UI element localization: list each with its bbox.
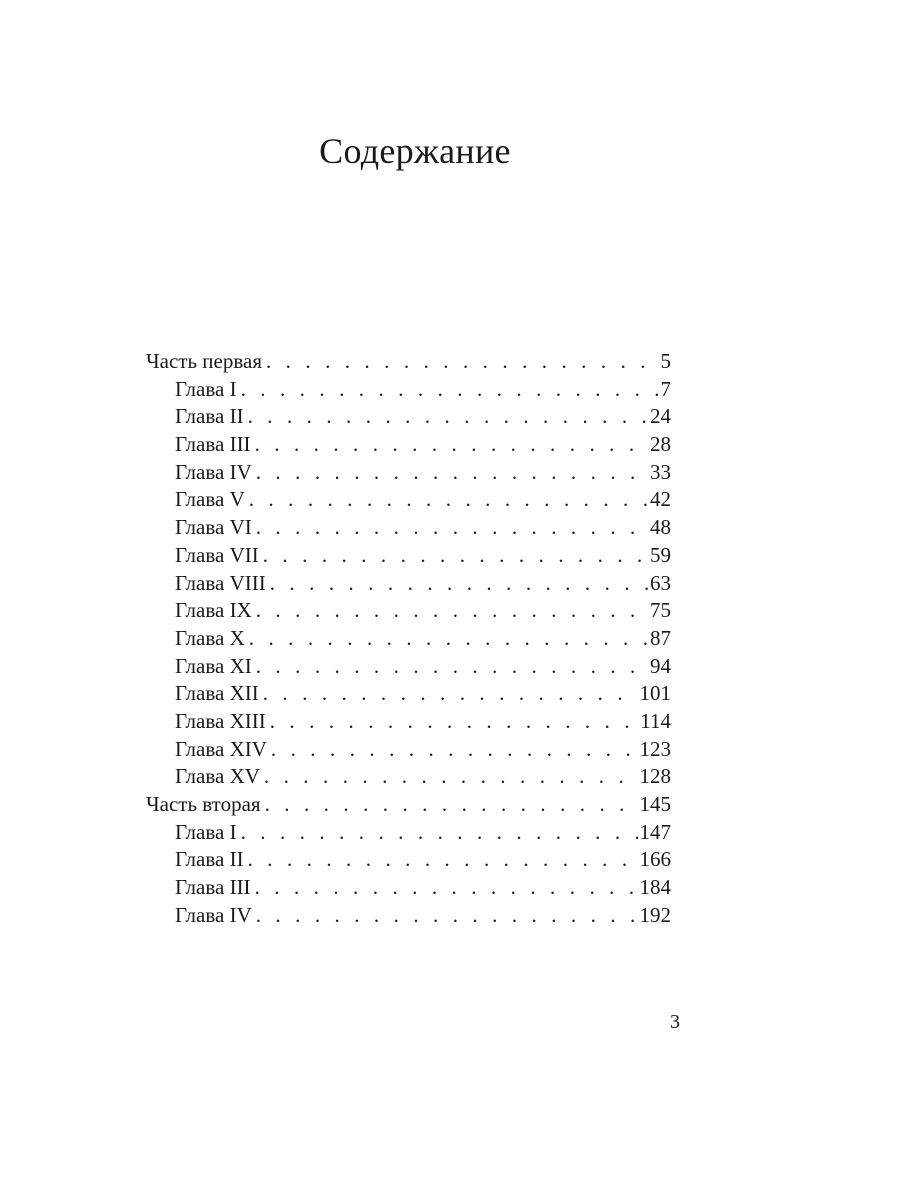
dot-leader (256, 653, 648, 681)
toc-entry-label: Глава IV (175, 902, 252, 927)
toc-entry-label: Глава IV (175, 459, 252, 484)
toc-part-entry (146, 348, 671, 376)
page-title: Содержание (319, 131, 511, 171)
toc-chapter-entry (146, 708, 671, 736)
dot-leader (255, 874, 638, 902)
toc-chapter-entry (146, 680, 671, 708)
toc-chapter-entry (146, 431, 671, 459)
toc-entry-page: 166 (639, 847, 671, 872)
toc-entry-page: 101 (639, 681, 671, 706)
toc-chapter-entry (146, 459, 671, 487)
dot-leader (263, 542, 648, 570)
toc-entry-label: Глава I (175, 376, 237, 401)
toc-entry-label: Глава II (175, 404, 244, 429)
toc-entry-page: 48 (650, 515, 671, 540)
toc-entry-label: Глава VI (175, 515, 252, 540)
toc-chapter-entry (146, 570, 671, 598)
toc-entry-label: Глава III (175, 875, 251, 900)
toc-entry-label: Глава XIV (175, 736, 267, 761)
toc-entry-page: 24 (650, 404, 671, 429)
toc-chapter-entry (146, 542, 671, 570)
toc-chapter-entry (146, 902, 671, 930)
toc-entry-page: 28 (650, 432, 671, 457)
toc-entry-page: 114 (640, 708, 671, 733)
toc-entry-page: 123 (639, 736, 671, 761)
dot-leader (256, 597, 648, 625)
dot-leader (265, 791, 638, 819)
toc-chapter-entry (146, 514, 671, 542)
toc-entry-page: 42 (650, 487, 671, 512)
dot-leader (256, 514, 648, 542)
toc-entry-page: 5 (660, 349, 671, 373)
toc-chapter-entry (146, 625, 671, 653)
toc-entry-page: 128 (639, 764, 671, 789)
toc-entry-label: Глава I (175, 819, 237, 844)
dot-leader (256, 459, 648, 487)
toc-chapter-entry (146, 486, 671, 514)
toc-entry-page: 147 (639, 819, 671, 844)
toc-entry-label: Глава XV (175, 764, 260, 789)
toc-entry-page: 63 (650, 570, 671, 595)
toc-entry-label: Глава XI (175, 653, 252, 678)
toc-entry-page: 184 (639, 875, 671, 900)
toc-entry-label: Глава XIII (175, 708, 266, 733)
toc-entry-label: Часть вторая (146, 792, 261, 816)
dot-leader (255, 431, 648, 459)
toc-entry-label: Часть первая (146, 349, 262, 373)
toc-chapter-entry (146, 763, 671, 791)
dot-leader (249, 625, 648, 653)
toc-entry-page: 33 (650, 459, 671, 484)
toc-entry-label: Глава VII (175, 542, 259, 567)
toc-entry-label: Глава VIII (175, 570, 266, 595)
toc-entry-label: Глава V (175, 487, 245, 512)
toc-chapter-entry (146, 846, 671, 874)
dot-leader (271, 736, 638, 764)
toc-chapter-entry (146, 403, 671, 431)
toc-entry-page: 145 (639, 792, 671, 816)
toc-entry-page: 59 (650, 542, 671, 567)
toc-entry-label: Глава XII (175, 681, 259, 706)
table-of-contents (146, 348, 671, 929)
dot-leader (248, 403, 648, 431)
toc-chapter-entry (146, 376, 671, 404)
dot-leader (249, 486, 648, 514)
dot-leader (241, 819, 638, 847)
toc-part-entry (146, 791, 671, 819)
toc-entry-page: 94 (650, 653, 671, 678)
toc-chapter-entry (146, 653, 671, 681)
dot-leader (256, 902, 638, 930)
dot-leader (266, 348, 659, 376)
dot-leader (270, 570, 648, 598)
toc-entry-label: Глава III (175, 432, 251, 457)
toc-entry-page: 7 (660, 376, 671, 401)
dot-leader (263, 680, 638, 708)
toc-chapter-entry (146, 819, 671, 847)
toc-chapter-entry (146, 874, 671, 902)
toc-entry-label: Глава X (175, 625, 245, 650)
dot-leader (241, 376, 659, 404)
toc-entry-page: 87 (650, 625, 671, 650)
toc-entry-page: 192 (639, 902, 671, 927)
dot-leader (248, 846, 638, 874)
dot-leader (270, 708, 639, 736)
toc-entry-label: Глава IX (175, 598, 252, 623)
toc-entry-label: Глава II (175, 847, 244, 872)
dot-leader (264, 763, 638, 791)
toc-entry-page: 75 (650, 598, 671, 623)
toc-chapter-entry (146, 597, 671, 625)
page-number: 3 (670, 1011, 680, 1033)
toc-chapter-entry (146, 736, 671, 764)
